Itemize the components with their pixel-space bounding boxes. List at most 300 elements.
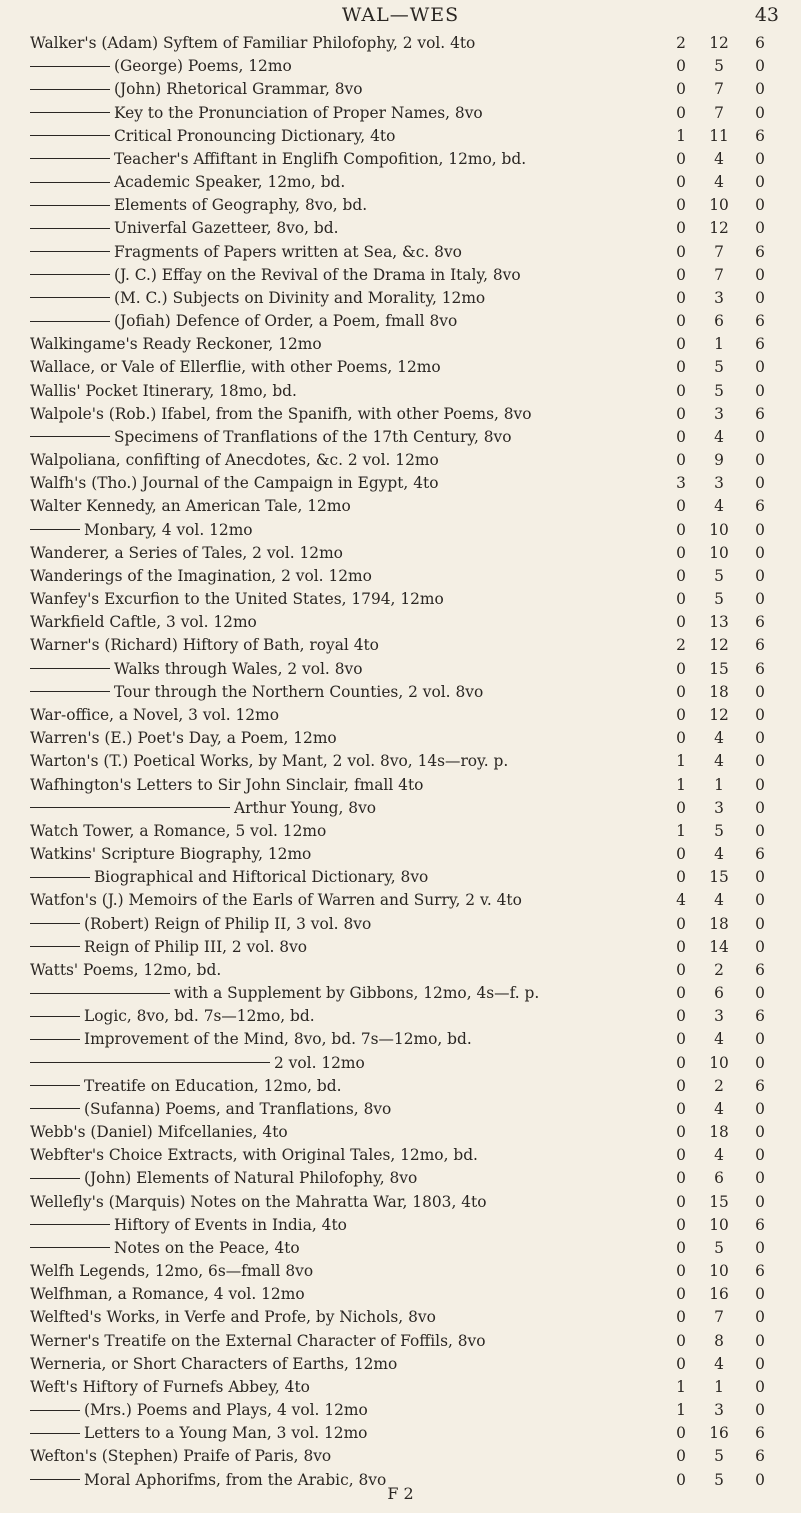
price-pounds: 0 (676, 1331, 686, 1350)
price-pence: 6 (755, 312, 765, 331)
catalogue-entry (0, 519, 801, 542)
price-shillings: 10 (709, 543, 729, 562)
entry-title (30, 797, 670, 820)
ditto-rule (30, 529, 80, 530)
price-shillings: 4 (714, 891, 724, 910)
price-pence: 0 (755, 821, 765, 840)
entry-text: Walpole's (Rob.) Ifabel, from the Spanifh, with other Poems, 8vo (30, 404, 532, 423)
price-shillings: 16 (709, 1285, 729, 1304)
entry-text: with a Supplement by Gibbons, 12mo, 4s—f. p. (174, 984, 540, 1003)
price-pence: 6 (755, 34, 765, 52)
entry-text: Watfon's (J.) Memoirs of the Earls of Warren and Surry, 2 v. 4to (30, 891, 522, 910)
ditto-rule (30, 1039, 80, 1040)
price-pence: 0 (755, 1146, 765, 1165)
price-pounds: 0 (676, 1215, 686, 1234)
catalogue-entry (0, 1376, 801, 1399)
entry-text: (Jofiah) Defence of Order, a Poem, fmall 8vo (114, 312, 458, 331)
entry-text: Wanderings of the Imagination, 2 vol. 12mo (30, 566, 372, 585)
catalogue-entry (0, 426, 801, 449)
price-pounds: 0 (676, 381, 686, 400)
price-pounds: 1 (676, 752, 686, 771)
price-shillings: 5 (714, 1447, 724, 1466)
catalogue-entry (0, 333, 801, 356)
price-pence: 0 (755, 1099, 765, 1118)
catalogue-entry (0, 1283, 801, 1306)
catalogue-entry (0, 287, 801, 310)
ditto-rule (30, 205, 110, 206)
price-pence: 0 (755, 474, 765, 493)
entry-title (30, 171, 670, 194)
entry-title (30, 519, 670, 542)
price-pence: 0 (755, 1123, 765, 1142)
price-pounds: 0 (676, 219, 686, 238)
entry-title (30, 681, 670, 704)
price-shillings: 5 (714, 57, 724, 76)
entry-title (30, 588, 670, 611)
catalogue-entry (0, 1445, 801, 1468)
ditto-rule (30, 923, 80, 924)
catalogue-entry (0, 727, 801, 750)
price-pence: 6 (755, 636, 765, 655)
catalogue-entry (0, 1399, 801, 1422)
entry-title (30, 356, 670, 379)
page-header (0, 4, 801, 30)
entry-text: Warren's (E.) Poet's Day, a Poem, 12mo (30, 729, 337, 748)
entry-title (30, 1283, 670, 1306)
entry-title (30, 1005, 670, 1028)
price-pence: 0 (755, 219, 765, 238)
entry-title (30, 889, 670, 912)
entry-text: Monbary, 4 vol. 12mo (84, 520, 253, 539)
entry-text: Wallace, or Vale of Ellerflie, with other Poems, 12mo (30, 358, 441, 377)
price-shillings: 5 (714, 566, 724, 585)
price-pence: 0 (755, 1377, 765, 1396)
price-shillings: 7 (714, 265, 724, 284)
price-pounds: 0 (676, 798, 686, 817)
price-pence: 6 (755, 1007, 765, 1026)
ditto-rule (30, 158, 110, 159)
ditto-rule (30, 1016, 80, 1017)
price-shillings: 14 (709, 937, 729, 956)
price-shillings: 3 (714, 404, 724, 423)
entry-text: (M. C.) Subjects on Divinity and Morality, 12mo (114, 288, 486, 307)
catalogue-entry (0, 102, 801, 125)
price-pounds: 1 (676, 1401, 686, 1420)
entry-text: Reign of Philip III, 2 vol. 8vo (84, 937, 308, 956)
entry-text: Werneria, or Short Characters of Earths, 12mo (30, 1354, 398, 1373)
entry-title (30, 658, 670, 681)
entry-text: Walkingame's Ready Reckoner, 12mo (30, 335, 322, 354)
price-pence: 0 (755, 891, 765, 910)
price-pence: 0 (755, 1285, 765, 1304)
catalogue-entry (0, 1422, 801, 1445)
price-pounds: 0 (676, 1262, 686, 1281)
price-shillings: 18 (709, 1123, 729, 1142)
price-pounds: 0 (676, 845, 686, 864)
price-pence: 6 (755, 960, 765, 979)
price-pounds: 0 (676, 1470, 686, 1489)
entry-text: Moral Aphorifms, from the Arabic, 8vo (84, 1470, 387, 1489)
price-shillings: 1 (714, 335, 724, 354)
catalogue-entry (0, 774, 801, 797)
ditto-rule (30, 1108, 80, 1109)
price-shillings: 18 (709, 682, 729, 701)
price-shillings: 6 (714, 984, 724, 1003)
price-shillings: 10 (709, 1053, 729, 1072)
catalogue-entry (0, 820, 801, 843)
entry-title (30, 102, 670, 125)
price-shillings: 2 (714, 1076, 724, 1095)
price-shillings: 4 (714, 1099, 724, 1118)
catalogue-entry (0, 681, 801, 704)
entry-title (30, 1399, 670, 1422)
catalogue-entry (0, 1005, 801, 1028)
price-pounds: 0 (676, 1192, 686, 1211)
price-pounds: 0 (676, 705, 686, 724)
entry-title (30, 287, 670, 310)
entry-title (30, 1237, 670, 1260)
entry-text: Elements of Geography, 8vo, bd. (114, 196, 368, 215)
price-pounds: 0 (676, 404, 686, 423)
running-head: WAL—WES (341, 4, 460, 26)
catalogue-entry (0, 495, 801, 518)
price-pence: 0 (755, 1354, 765, 1373)
catalogue-entry (0, 1144, 801, 1167)
entry-text: Walks through Wales, 2 vol. 8vo (114, 659, 363, 678)
entry-text: Wanfey's Excurfion to the United States, 1794, 12mo (30, 590, 444, 609)
ditto-rule (30, 321, 110, 322)
entry-title (30, 426, 670, 449)
entry-title (30, 1214, 670, 1237)
ditto-rule (30, 1410, 80, 1411)
entry-title (30, 194, 670, 217)
catalogue-entry (0, 1214, 801, 1237)
page-number: 43 (754, 4, 779, 26)
price-pounds: 0 (676, 1169, 686, 1188)
price-shillings: 4 (714, 752, 724, 771)
price-pounds: 0 (676, 1238, 686, 1257)
entry-text: (Sufanna) Poems, and Tranflations, 8vo (84, 1099, 392, 1118)
entry-text: Weft's Hiftory of Furnefs Abbey, 4to (30, 1377, 310, 1396)
ditto-rule (30, 297, 110, 298)
catalogue-entry (0, 889, 801, 912)
catalogue-entry (0, 634, 801, 657)
catalogue-entry (0, 797, 801, 820)
entry-title (30, 1121, 670, 1144)
entry-text: Improvement of the Mind, 8vo, bd. 7s—12mo, bd. (84, 1030, 472, 1049)
price-pounds: 0 (676, 1308, 686, 1327)
entry-title (30, 310, 670, 333)
price-pounds: 0 (676, 497, 686, 516)
entry-text: Wellefly's (Marquis) Notes on the Mahratta War, 1803, 4to (30, 1192, 487, 1211)
price-shillings: 13 (709, 613, 729, 632)
price-shillings: 15 (709, 868, 729, 887)
entry-text: Biographical and Hiftorical Dictionary, 8vo (94, 868, 429, 887)
entry-text: Warkfield Caftle, 3 vol. 12mo (30, 613, 257, 632)
catalogue-entry (0, 611, 801, 634)
price-pounds: 0 (676, 242, 686, 261)
entry-title (30, 1330, 670, 1353)
entry-text: Specimens of Tranflations of the 17th Century, 8vo (114, 427, 512, 446)
entry-title (30, 1191, 670, 1214)
price-pence: 6 (755, 613, 765, 632)
entry-title (30, 820, 670, 843)
price-pounds: 0 (676, 1146, 686, 1165)
price-shillings: 5 (714, 821, 724, 840)
price-shillings: 4 (714, 149, 724, 168)
entry-text: Werner's Treatife on the External Character of Foffils, 8vo (30, 1331, 486, 1350)
price-shillings: 18 (709, 914, 729, 933)
price-pence: 6 (755, 1447, 765, 1466)
price-pounds: 0 (676, 1007, 686, 1026)
price-pence: 6 (755, 126, 765, 145)
catalogue-entry (0, 78, 801, 101)
price-pounds: 0 (676, 1076, 686, 1095)
price-pence: 0 (755, 868, 765, 887)
price-pence: 0 (755, 1030, 765, 1049)
catalogue-entry (0, 55, 801, 78)
entry-title (30, 217, 670, 240)
price-pence: 0 (755, 729, 765, 748)
price-pence: 0 (755, 173, 765, 192)
ditto-rule (30, 1085, 80, 1086)
price-shillings: 12 (709, 705, 729, 724)
price-pounds: 0 (676, 335, 686, 354)
ditto-rule (30, 807, 230, 808)
price-pence: 0 (755, 590, 765, 609)
price-pounds: 0 (676, 729, 686, 748)
entry-text: Wafhington's Letters to Sir John Sinclair, fmall 4to (30, 775, 424, 794)
ditto-rule (30, 228, 110, 229)
entry-title (30, 333, 670, 356)
catalogue-entry (0, 750, 801, 773)
price-pence: 0 (755, 566, 765, 585)
price-pence: 6 (755, 497, 765, 516)
price-pence: 6 (755, 659, 765, 678)
price-pence: 0 (755, 914, 765, 933)
price-shillings: 7 (714, 103, 724, 122)
entry-text: Tour through the Northern Counties, 2 vol. 8vo (114, 682, 484, 701)
entry-text: Warton's (T.) Poetical Works, by Mant, 2 vol. 8vo, 14s—roy. p. (30, 752, 509, 771)
catalogue-entry (0, 588, 801, 611)
ditto-rule (30, 1479, 80, 1480)
entry-title (30, 704, 670, 727)
price-shillings: 12 (709, 636, 729, 655)
entry-title (30, 843, 670, 866)
price-shillings: 7 (714, 80, 724, 99)
price-pence: 0 (755, 1308, 765, 1327)
catalogue-entry (0, 1191, 801, 1214)
price-shillings: 3 (714, 288, 724, 307)
price-pounds: 0 (676, 590, 686, 609)
entry-title (30, 1445, 670, 1468)
price-pounds: 0 (676, 566, 686, 585)
price-shillings: 10 (709, 520, 729, 539)
price-shillings: 3 (714, 474, 724, 493)
entry-text: 2 vol. 12mo (274, 1053, 365, 1072)
price-shillings: 4 (714, 1146, 724, 1165)
entry-text: Letters to a Young Man, 3 vol. 12mo (84, 1424, 368, 1443)
price-pounds: 0 (676, 196, 686, 215)
entry-title (30, 1144, 670, 1167)
catalogue-entry (0, 1028, 801, 1051)
catalogue-entry (0, 1167, 801, 1190)
entry-text: Welfted's Works, in Verfe and Profe, by Nichols, 8vo (30, 1308, 436, 1327)
entry-title (30, 1422, 670, 1445)
price-shillings: 15 (709, 659, 729, 678)
ditto-rule (30, 877, 90, 878)
price-pence: 0 (755, 937, 765, 956)
price-pence: 0 (755, 798, 765, 817)
entry-text: Wefton's (Stephen) Praife of Paris, 8vo (30, 1447, 332, 1466)
price-shillings: 5 (714, 381, 724, 400)
price-pence: 0 (755, 427, 765, 446)
catalogue-entry (0, 171, 801, 194)
price-shillings: 5 (714, 1470, 724, 1489)
price-pence: 0 (755, 752, 765, 771)
price-pounds: 0 (676, 312, 686, 331)
entry-text: Logic, 8vo, bd. 7s—12mo, bd. (84, 1007, 315, 1026)
entry-text: Webb's (Daniel) Mifcellanies, 4to (30, 1123, 288, 1142)
price-pounds: 0 (676, 1123, 686, 1142)
price-pounds: 0 (676, 288, 686, 307)
price-pounds: 0 (676, 1447, 686, 1466)
price-pence: 0 (755, 196, 765, 215)
entry-text: War-office, a Novel, 3 vol. 12mo (30, 705, 279, 724)
price-pence: 0 (755, 1192, 765, 1211)
price-pounds: 1 (676, 775, 686, 794)
catalogue-entry (0, 913, 801, 936)
entry-text: Walter Kennedy, an American Tale, 12mo (30, 497, 351, 516)
price-pounds: 3 (676, 474, 686, 493)
price-pence: 0 (755, 1053, 765, 1072)
entry-title (30, 264, 670, 287)
entry-title (30, 241, 670, 264)
price-shillings: 10 (709, 1215, 729, 1234)
price-shillings: 4 (714, 729, 724, 748)
price-shillings: 5 (714, 358, 724, 377)
price-pence: 6 (755, 404, 765, 423)
price-pounds: 0 (676, 914, 686, 933)
entry-text: (John) Elements of Natural Philofophy, 8vo (84, 1169, 418, 1188)
catalogue-entry (0, 194, 801, 217)
entry-title (30, 1028, 670, 1051)
price-pounds: 0 (676, 427, 686, 446)
entry-title (30, 1353, 670, 1376)
entry-text: Key to the Pronunciation of Proper Names, 8vo (114, 103, 483, 122)
entry-text: Teacher's Affiftant in Englifh Compofition, 12mo, bd. (114, 149, 527, 168)
price-pounds: 0 (676, 173, 686, 192)
ditto-rule (30, 691, 110, 692)
ditto-rule (30, 112, 110, 113)
entry-title (30, 449, 670, 472)
ditto-rule (30, 135, 110, 136)
catalogue-entry (0, 356, 801, 379)
entry-title (30, 55, 670, 78)
price-shillings: 6 (714, 312, 724, 331)
entry-title (30, 1075, 670, 1098)
entry-title (30, 1376, 670, 1399)
entry-title (30, 866, 670, 889)
entry-text: Welfh Legends, 12mo, 6s—fmall 8vo (30, 1262, 314, 1281)
price-shillings: 3 (714, 1401, 724, 1420)
ditto-rule (30, 993, 170, 994)
price-pence: 0 (755, 103, 765, 122)
catalogue-entry (0, 936, 801, 959)
price-pence: 0 (755, 80, 765, 99)
catalogue-entry (0, 1237, 801, 1260)
entry-title (30, 1306, 670, 1329)
entry-text: Walpoliana, confifting of Anecdotes, &c. 2 vol. 12mo (30, 451, 439, 470)
price-pence: 6 (755, 1424, 765, 1443)
entry-text: Welfhman, a Romance, 4 vol. 12mo (30, 1285, 305, 1304)
price-pounds: 0 (676, 57, 686, 76)
price-pence: 0 (755, 543, 765, 562)
signature-mark: F 2 (387, 1484, 414, 1503)
entry-text: Notes on the Peace, 4to (114, 1238, 300, 1257)
price-pounds: 0 (676, 960, 686, 979)
price-pounds: 2 (676, 34, 686, 52)
price-pence: 0 (755, 1238, 765, 1257)
price-pence: 0 (755, 1401, 765, 1420)
price-pounds: 1 (676, 126, 686, 145)
price-shillings: 3 (714, 1007, 724, 1026)
price-shillings: 15 (709, 1192, 729, 1211)
price-shillings: 16 (709, 1424, 729, 1443)
catalogue-entry (0, 542, 801, 565)
catalogue-entry (0, 380, 801, 403)
price-pence: 0 (755, 149, 765, 168)
price-pence: 0 (755, 265, 765, 284)
price-pounds: 0 (676, 937, 686, 956)
catalogue-entry (0, 264, 801, 287)
catalogue-entry (0, 565, 801, 588)
entry-text: Walfh's (Tho.) Journal of the Campaign in Egypt, 4to (30, 474, 439, 493)
price-pence: 6 (755, 335, 765, 354)
price-shillings: 2 (714, 960, 724, 979)
entry-text: (George) Poems, 12mo (114, 57, 292, 76)
catalogue-entry (0, 1121, 801, 1144)
entry-title (30, 611, 670, 634)
entry-title (30, 125, 670, 148)
entry-text: Hiftory of Events in India, 4to (114, 1215, 347, 1234)
price-pence: 0 (755, 705, 765, 724)
price-pence: 0 (755, 520, 765, 539)
entry-title (30, 774, 670, 797)
price-pounds: 0 (676, 149, 686, 168)
price-shillings: 11 (709, 126, 729, 145)
catalogue-entry (0, 843, 801, 866)
catalogue-entry (0, 125, 801, 148)
price-shillings: 7 (714, 1308, 724, 1327)
catalogue-entry (0, 472, 801, 495)
price-shillings: 5 (714, 590, 724, 609)
ditto-rule (30, 1433, 80, 1434)
ditto-rule (30, 1224, 110, 1225)
entry-title (30, 403, 670, 426)
entry-title (30, 936, 670, 959)
price-pounds: 0 (676, 682, 686, 701)
entry-text: Wanderer, a Series of Tales, 2 vol. 12mo (30, 543, 343, 562)
price-pence: 6 (755, 1076, 765, 1095)
catalogue-list (0, 32, 801, 1492)
ditto-rule (30, 66, 110, 67)
price-pounds: 1 (676, 821, 686, 840)
price-shillings: 1 (714, 775, 724, 794)
entry-title (30, 982, 670, 1005)
price-shillings: 6 (714, 1169, 724, 1188)
price-pence: 6 (755, 1215, 765, 1234)
